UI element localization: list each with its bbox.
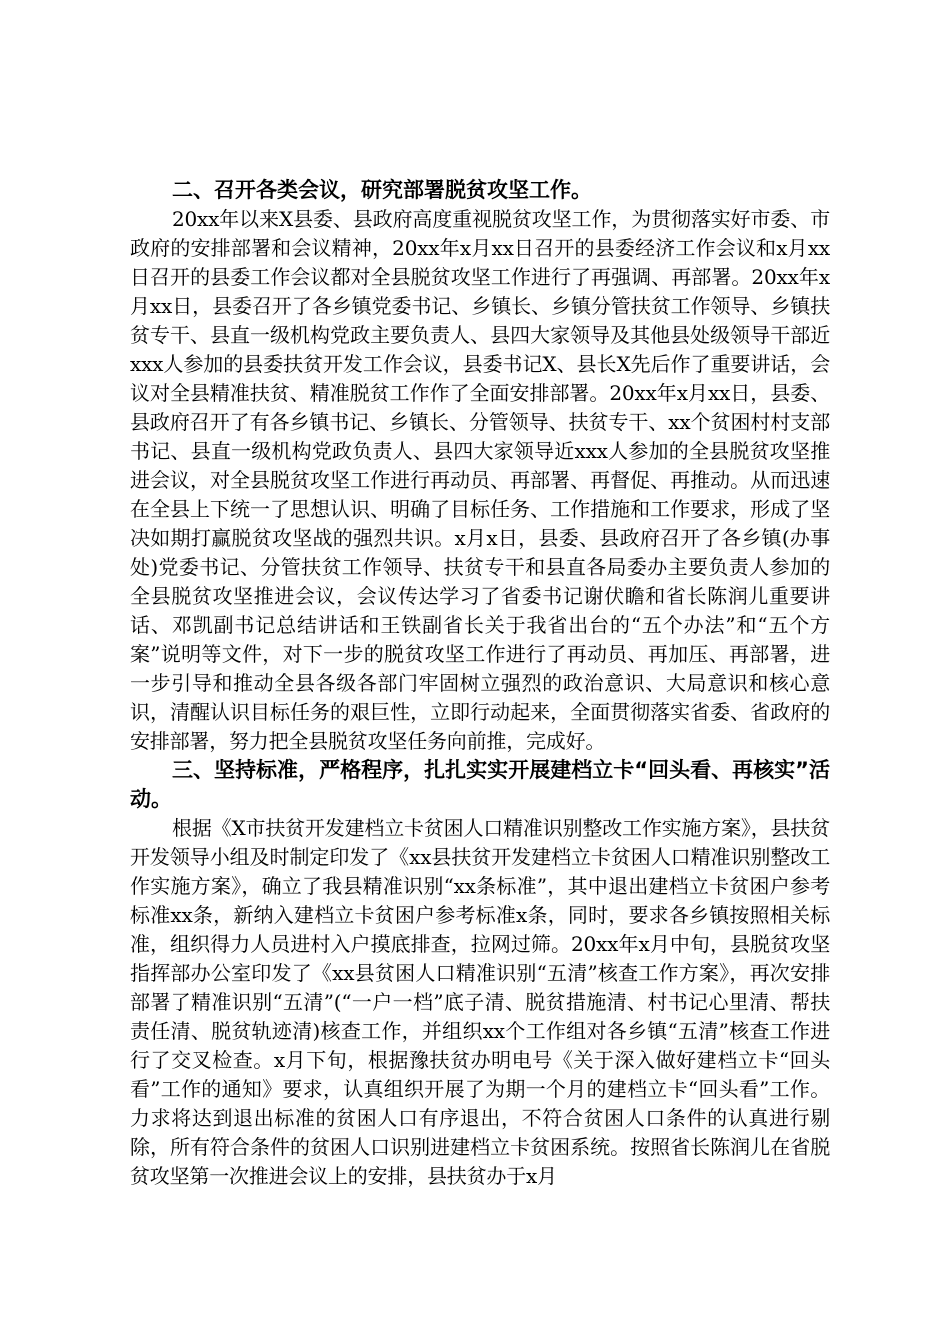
section-3-paragraph: 根据《X市扶贫开发建档立卡贫困人口精准识别整改工作实施方案》，县扶贫开发领导小组及时制定印发了《xx县扶贫开发建档立卡贫困人口精准识别整改工作实施方案》，确立了我县精准识别“xx条标准”，其中退出建档立卡贫困户参考标准xx条，新纳入建档立卡贫困户参考标准x条，同时，要求各乡镇按照相关标准，组织得力人员进村入户摸底排查，拉网过筛。20xx年x月中旬，县脱贫攻坚指挥部办公室印发了《xx县贫困人口精准识别“五清”核查工作方案》，再次安排部署了精准识别“五清”(“一户一档”底子清、脱贫措施清、村书记心里清、帮扶责任清、脱贫轨迹清)核查工作，并组织xx个工作组对各乡镇“五清”核查工作进行了交叉检查。x月下旬，根据豫扶贫办明电号《关于深入做好建档立卡“回头看”工作的通知》要求，认真组织开展了为期一个月的建档立卡“回头看”工作。力求将达到退出标准的贫困人口有序退出，不符合贫困人口条件的认真进行剔除，所有符合条件的贫困人口识别进建档立卡贫困系统。按照省长陈润儿在省脱贫攻坚第一次推进会议上的安排，县扶贫办于x月 bbox=[130, 816, 830, 1188]
section-2-heading: 二、召开各类会议，研究部署脱贫攻坚工作。 bbox=[172, 178, 592, 202]
document-body bbox=[130, 176, 830, 1191]
section-3-heading: 三、坚持标准，严格程序，扎扎实实开展建档立卡“回头看、再核实”活动。 bbox=[130, 758, 830, 811]
section-2-paragraph: 20xx年以来X县委、县政府高度重视脱贫攻坚工作，为贯彻落实好市委、市政府的安排部署和会议精神，20xx年x月xx日召开的县委经济工作会议和x月xx日召开的县委工作会议都对全县脱贫攻坚工作进行了再强调、再部署。20xx年x月xx日，县委召开了各乡镇党委书记、乡镇长、乡镇分管扶贫工作领导、乡镇扶贫专干、县直一级机构党政主要负责人、县四大家领导及其他县处级领导干部近xxx人参加的县委扶贫开发工作会议，县委书记X、县长X先后作了重要讲话，会议对全县精准扶贫、精准脱贫工作作了全面安排部署。20xx年x月xx日，县委、县政府召开了有各乡镇书记、乡镇长、分管领导、扶贫专干、xx个贫困村村支部书记、县直一级机构党政负责人、县四大家领导近xxx人参加的全县脱贫攻坚推进会议，对全县脱贫攻坚工作进行再动员、再部署、再督促、再推动。从而迅速在全县上下统一了思想认识、明确了目标任务、工作措施和工作要求，形成了坚决如期打赢脱贫攻坚战的强烈共识。x月x日，县委、县政府召开了各乡镇(办事处)党委书记、分管扶贫工作领导、扶贫专干和县直各局委办主要负责人参加的全县脱贫攻坚推进会议，会议传达学习了省委书记谢伏瞻和省长陈润儿重要讲话、邓凯副书记总结讲话和王铁副省长关于我省出台的“五个办法”和“五个方案”说明等文件，对下一步的脱贫攻坚工作进行了再动员、再加压、再部署，进一步引导和推动全县各级各部门牢固树立强烈的政治意识、大局意识和核心意识，清醒认识目标任务的艰巨性，立即行动起来，全面贯彻落实省委、省政府的安排部署，努力把全县脱贫攻坚任务向前推，完成好。 bbox=[130, 207, 830, 753]
